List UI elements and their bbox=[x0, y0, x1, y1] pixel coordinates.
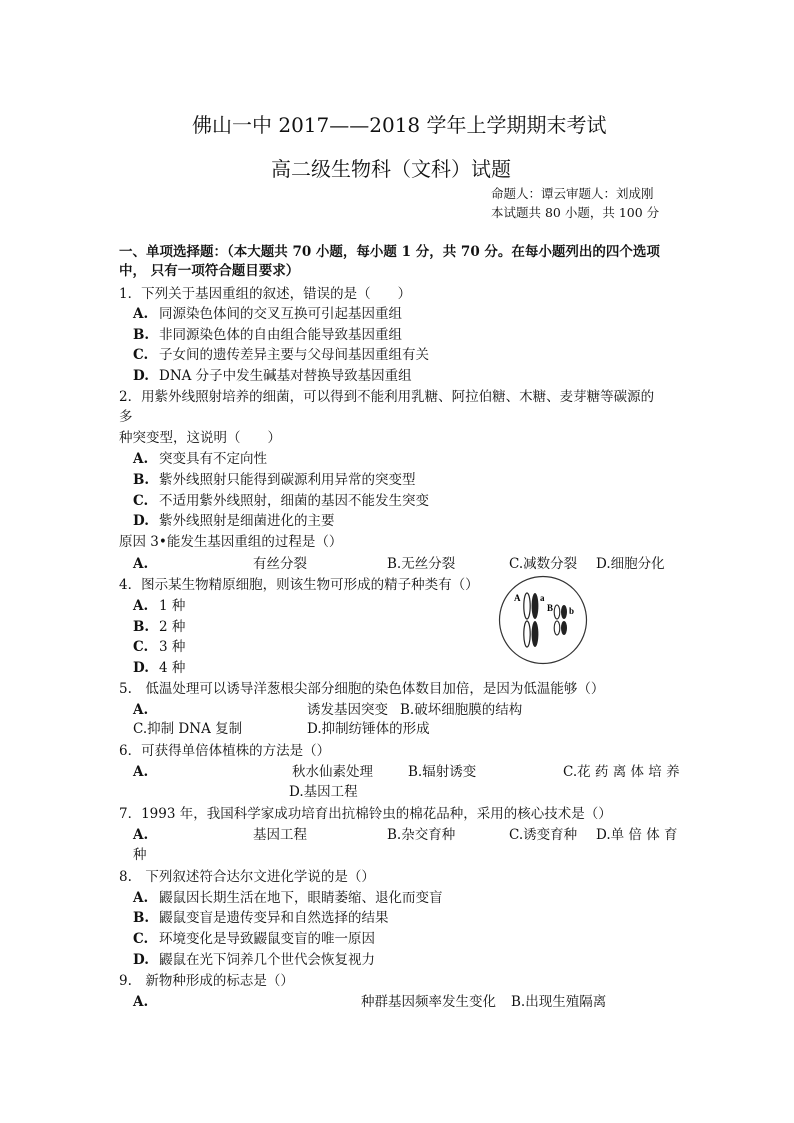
q7-option-b: B.杂交育种 bbox=[387, 827, 456, 843]
q7-option-d: D.单 倍 体 育 bbox=[596, 827, 678, 843]
q2-option-c-text: 不适用紫外线照射，细菌的基因不能发生突变 bbox=[159, 493, 429, 509]
question-6-stem: 6．可获得单倍体植株的方法是（） bbox=[119, 743, 331, 759]
q7-option-d-continued: 种 bbox=[133, 847, 147, 863]
q2-option-b-text: 紫外线照射只能得到碳源利用异常的突变型 bbox=[159, 472, 416, 488]
question-5-stem: 5. 低温处理可以诱导洋葱根尖部分细胞的染色体数目加倍，是因为低温能够（） bbox=[119, 681, 605, 697]
cell-membrane-outline bbox=[500, 577, 587, 664]
q8-option-b-label: B. bbox=[133, 910, 150, 926]
q5-option-c: C.抑制 DNA 复制 bbox=[133, 721, 243, 737]
q1-option-c-label: C. bbox=[133, 347, 149, 363]
chromosome-B-upper bbox=[554, 605, 560, 619]
q5-option-b: B.破坏细胞膜的结构 bbox=[400, 702, 523, 718]
q2-option-d-label: D. bbox=[133, 513, 149, 529]
q1-option-b-label: B. bbox=[133, 327, 150, 343]
q8-option-d-label: D. bbox=[133, 952, 149, 968]
chromosome-A-upper bbox=[524, 593, 530, 619]
question-1-stem: 1．下列关于基因重组的叙述，错误的是（ ） bbox=[119, 286, 412, 302]
q2-option-c-label: C. bbox=[133, 493, 149, 509]
q9-option-a-label: A. bbox=[133, 994, 149, 1010]
exam-summary: 本试题共 80 小题，共 100 分 bbox=[491, 205, 660, 220]
q2-option-a-label: A. bbox=[133, 451, 149, 467]
gene-label-a: a bbox=[540, 593, 545, 603]
question-2-stem-line2: 多 bbox=[119, 409, 133, 425]
q1-option-a-text: 同源染色体间的交叉互换可引起基因重组 bbox=[159, 306, 402, 322]
q4-option-c-text: 3 种 bbox=[159, 639, 186, 655]
q4-option-d-label: D. bbox=[133, 660, 149, 676]
question-7-stem: 7．1993 年，我国科学家成功培育出抗棉铃虫的棉花品种，采用的核心技术是（） bbox=[119, 806, 612, 822]
q5-option-a-label: A. bbox=[133, 702, 149, 718]
question-2-stem-line3: 种突变型，这说明（ ） bbox=[119, 430, 281, 446]
q9-option-a-text: 种群基因频率发生变化 bbox=[361, 994, 496, 1010]
spermatogonium-cell-figure bbox=[497, 574, 589, 666]
q4-option-a-label: A. bbox=[133, 598, 149, 614]
section-heading-line1: 一、单项选择题：（本大题共 70 小题，每小题 1 分，共 70 分。在每小题列出的四个选项 bbox=[119, 244, 660, 260]
section-heading-line2: 中， 只有一项符合题目要求） bbox=[119, 263, 300, 279]
chromosome-A-lower bbox=[524, 621, 530, 647]
chromosome-B-lower bbox=[554, 621, 560, 635]
chromosome-a-upper bbox=[532, 593, 539, 619]
q7-option-a-label: A. bbox=[133, 827, 149, 843]
q1-option-a-label: A. bbox=[133, 306, 149, 322]
question-4-stem: 4．图示某生物精原细胞，则该生物可形成的精子种类有（） bbox=[119, 577, 479, 593]
q3-option-b: B.无丝分裂 bbox=[387, 556, 456, 572]
q4-option-b-text: 2 种 bbox=[159, 619, 186, 635]
exam-title: 佛山一中 2017——2018 学年上学期期末考试 bbox=[192, 113, 607, 137]
q6-option-a-label: A. bbox=[133, 764, 149, 780]
q1-option-d-text: DNA 分子中发生碱基对替换导致基因重组 bbox=[159, 368, 412, 384]
gene-label-A: A bbox=[514, 593, 521, 603]
question-2-stem-line1: 2．用紫外线照射培养的细菌，可以得到不能利用乳糖、阿拉伯糖、木糖、麦芽糖等碳源的 bbox=[119, 389, 655, 405]
q5-option-d: D.抑制纺锤体的形成 bbox=[307, 721, 430, 737]
q2-option-d-text: 紫外线照射是细菌进化的主要 bbox=[159, 513, 335, 529]
q8-option-a-text: 鼹鼠因长期生活在地下，眼睛萎缩、退化而变盲 bbox=[159, 890, 443, 906]
q3-option-a-label: A. bbox=[133, 556, 149, 572]
question-8-stem: 8. 下列叙述符合达尔文进化学说的是（） bbox=[119, 869, 375, 885]
q4-option-d-text: 4 种 bbox=[159, 660, 186, 676]
q6-option-c: C.花 药 离 体 培 养 bbox=[563, 764, 680, 780]
chromosome-b-lower bbox=[561, 621, 567, 635]
q1-option-b-text: 非同源染色体的自由组合能导致基因重组 bbox=[159, 327, 402, 343]
q4-option-a-text: 1 种 bbox=[159, 598, 186, 614]
question-3-stem: 原因 3•能发生基因重组的过程是（） bbox=[119, 534, 343, 550]
question-9-stem: 9. 新物种形成的标志是（） bbox=[119, 973, 294, 989]
q8-option-a-label: A. bbox=[133, 890, 149, 906]
exam-subtitle: 高二级生物科（文科）试题 bbox=[271, 157, 511, 181]
chromosome-b-upper bbox=[561, 605, 567, 619]
q8-option-c-text: 环境变化是导致鼹鼠变盲的唯一原因 bbox=[159, 931, 375, 947]
gene-label-b: b bbox=[569, 606, 575, 616]
chromosome-a-lower bbox=[532, 621, 539, 647]
q7-option-c: C.诱变育种 bbox=[509, 827, 578, 843]
q3-option-a-text: 有丝分裂 bbox=[253, 556, 307, 572]
q3-option-c: C.减数分裂 bbox=[509, 556, 578, 572]
gene-label-B: B bbox=[547, 603, 554, 613]
q2-option-a-text: 突变具有不定向性 bbox=[159, 451, 267, 467]
q8-option-c-label: C. bbox=[133, 931, 149, 947]
q5-option-a-text: 诱发基因突变 bbox=[307, 702, 388, 718]
exam-authors: 命题人：谭云审题人：刘成刚 bbox=[491, 186, 654, 201]
q8-option-b-text: 鼹鼠变盲是遗传变异和自然选择的结果 bbox=[159, 910, 389, 926]
q6-option-a-text: 秋水仙素处理 bbox=[292, 764, 373, 780]
q2-option-b-label: B. bbox=[133, 472, 150, 488]
q4-option-b-label: B. bbox=[133, 619, 150, 635]
q6-option-d: D.基因工程 bbox=[289, 784, 358, 800]
q6-option-b: B.辐射诱变 bbox=[408, 764, 477, 780]
q1-option-c-text: 子女间的遗传差异主要与父母间基因重组有关 bbox=[159, 347, 429, 363]
q3-option-d: D.细胞分化 bbox=[596, 556, 665, 572]
q9-option-b: B.出现生殖隔离 bbox=[511, 994, 607, 1010]
q4-option-c-label: C. bbox=[133, 639, 149, 655]
q8-option-d-text: 鼹鼠在光下饲养几个世代会恢复视力 bbox=[159, 952, 375, 968]
q7-option-a-text: 基因工程 bbox=[253, 827, 307, 843]
q1-option-d-label: D. bbox=[133, 368, 149, 384]
